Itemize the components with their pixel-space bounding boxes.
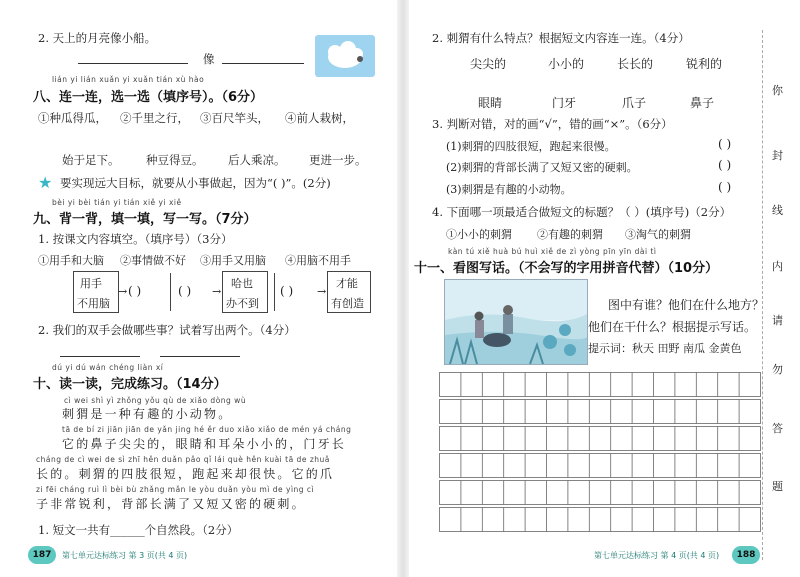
s9-option-2: ②事情做不好	[120, 254, 186, 267]
flow-box-1-top: 用手	[80, 277, 102, 290]
s9-q1: 1. 按课文内容填空。（填序号）（3分）	[38, 232, 233, 246]
side-char-5: 请	[772, 314, 783, 327]
sec9-title: 九、背一背，填一填，写一写。（7分）	[33, 212, 257, 227]
binding-line	[762, 30, 763, 560]
side-char-3: 线	[772, 204, 783, 217]
flow-box-5	[327, 271, 371, 313]
sec11-title: 十一、看图写话。（不会写的字用拼音代替）（10分）	[414, 261, 719, 276]
s9-q2: 2. 我们的双手会做哪些事？试着写出两个。（4分）	[38, 323, 296, 337]
blank-paren-3[interactable]: ( )	[280, 284, 294, 298]
answer-line[interactable]	[160, 356, 240, 357]
passage-line-4: 子非常锐利，背部长满了又短又密的硬刺。	[36, 497, 306, 511]
s9-option-4: ④用脑不用手	[285, 254, 351, 267]
answer-line[interactable]	[222, 63, 304, 64]
adj-2: 小小的	[548, 57, 585, 71]
writing-prompt-2: 他们在干什么？根据提示写话。	[588, 320, 757, 334]
arrow-2: →	[212, 285, 222, 298]
flow-box-1	[73, 271, 119, 313]
idiom-bottom-2: 种豆得豆。	[146, 153, 204, 167]
q4-title: 4. 下面哪一项最适合做短文的标题？（ ）(填序号)（2分）	[432, 205, 732, 219]
divider	[170, 273, 172, 311]
right-q2-title: 2. 刺猬有什么特点？根据短文内容连一连。（4分）	[432, 31, 690, 45]
arrow-1: →	[118, 285, 128, 298]
passage-pinyin-1: cì wei shì yì zhǒng yǒu qù de xiǎo dòng wù	[64, 396, 247, 405]
idiom-top-3: ③百尺竿头，	[200, 111, 269, 125]
autumn-field-illustration	[444, 279, 588, 365]
passage-pinyin-4: zi fēi cháng ruì lì bèi bù zhǎng mǎn le yòu duǎn yòu mì de yìng cì	[36, 485, 315, 494]
sec8-pinyin: lián yi lián xuǎn yi xuǎn tián xù hào	[52, 75, 205, 84]
footer-right: 第七单元达标练习 第 4 页(共 4 页)	[594, 551, 720, 560]
flow-box-1-bottom: 不用脑	[77, 297, 110, 310]
hint-words: 提示词：秋天 田野 南瓜 金黄色	[588, 342, 742, 355]
adj-3: 长长的	[617, 57, 654, 71]
judgment-3-answer[interactable]: ( )	[718, 180, 732, 194]
side-char-6: 勿	[772, 363, 783, 376]
writing-grid[interactable]	[439, 372, 761, 538]
idiom-bottom-1: 始于足下。	[62, 153, 120, 167]
writing-prompt-1: 图中有谁？他们在什么地方？	[608, 298, 765, 312]
judgment-1-answer[interactable]: ( )	[718, 137, 732, 151]
sec10-pinyin: dú yi dú wán chéng liàn xí	[52, 363, 164, 372]
idiom-top-2: ②千里之行，	[120, 111, 189, 125]
idiom-bottom-3: 后人乘凉。	[228, 153, 286, 167]
judgment-1: (1)刺猬的四肢很短，跑起来很慢。	[446, 140, 616, 153]
q3-title: 3. 判断对错，对的画“√”，错的画“×”。（6分）	[432, 117, 673, 131]
side-char-8: 题	[772, 480, 783, 493]
noun-1: 眼睛	[478, 96, 503, 110]
adj-4: 锐利的	[686, 57, 723, 71]
sec9-pinyin: bèi yi bèi tián yi tián xiě yi xiě	[52, 198, 182, 207]
idiom-top-1: ①种瓜得瓜，	[38, 111, 107, 125]
idiom-top-4: ④前人栽树，	[285, 111, 354, 125]
footer-left: 第七单元达标练习 第 3 页(共 4 页)	[62, 551, 188, 560]
side-char-1: 你	[772, 84, 783, 97]
sec8-title: 八、连一连，选一选（填序号）。（6分）	[33, 90, 264, 105]
idiom-bottom-4: 更进一步。	[309, 153, 367, 167]
flow-box-5-top: 才能	[336, 277, 358, 290]
passage-line-2: 它的鼻子尖尖的，眼睛和耳朵小小的，门牙长	[62, 437, 347, 451]
adj-1: 尖尖的	[470, 57, 507, 71]
passage-line-1: 刺猬是一种有趣的小动物。	[62, 407, 233, 421]
flow-box-5-bottom: 有创造	[331, 297, 364, 310]
side-char-7: 答	[772, 422, 783, 435]
s9-option-1: ①用手和大脑	[38, 254, 104, 267]
s10-q1: 1. 短文一共有______个自然段。（2分）	[38, 523, 239, 537]
page-number-right: 188	[732, 546, 760, 564]
sec11-pinyin: kàn tú xiě huà bú huì xiě de zì yòng pīn yīn dài tì	[448, 247, 657, 256]
noun-3: 爪子	[622, 96, 647, 110]
blank-paren-1[interactable]: ( )	[128, 284, 142, 298]
noun-2: 门牙	[552, 96, 577, 110]
q4-option-3: ③淘气的刺猬	[625, 228, 691, 241]
answer-line[interactable]	[60, 356, 140, 357]
left-q2-title: 2. 天上的月亮像小船。	[38, 31, 157, 45]
passage-pinyin-2: tā de bí zi jiān jiān de yǎn jing hé ěr duo xiǎo xiǎo de mén yá cháng	[62, 425, 352, 434]
page-number-left: 187	[28, 546, 56, 564]
side-char-4: 内	[772, 260, 783, 273]
q4-option-2: ②有趣的刺猬	[537, 228, 603, 241]
passage-pinyin-3: cháng de cì wei de sì zhī hěn duǎn pǎo qǐ lái què hěn kuài tā de zhuǎ	[36, 455, 330, 464]
sheep-cloud-image	[315, 35, 375, 77]
side-char-2: 封	[772, 149, 783, 162]
judgment-2: (2)刺猬的背部长满了又短又密的硬刺。	[446, 161, 638, 174]
noun-4: 鼻子	[690, 96, 715, 110]
q4-option-1: ①小小的刺猬	[446, 228, 512, 241]
blank-paren-2[interactable]: ( )	[178, 284, 192, 298]
flow-box-3-bottom: 办不到	[226, 297, 259, 310]
star-icon: ★	[38, 173, 53, 192]
passage-line-3: 长的。刺猬的四肢很短，跑起来却很快。它的爪	[36, 467, 335, 481]
star-question: 要实现远大目标，就要从小事做起，因为“( )”。(2分)	[60, 176, 331, 190]
sec10-title: 十、读一读，完成练习。（14分）	[33, 377, 227, 392]
judgment-2-answer[interactable]: ( )	[718, 158, 732, 172]
book-spine	[397, 0, 409, 577]
judgment-3: (3)刺猬是有趣的小动物。	[446, 183, 572, 196]
flow-box-3	[222, 271, 268, 313]
s9-option-3: ③用手又用脑	[200, 254, 266, 267]
divider	[274, 273, 276, 311]
arrow-3: →	[317, 285, 327, 298]
flow-box-3-top: 哈也	[231, 277, 253, 290]
like-word: 像	[203, 52, 215, 66]
answer-line[interactable]	[78, 63, 188, 64]
